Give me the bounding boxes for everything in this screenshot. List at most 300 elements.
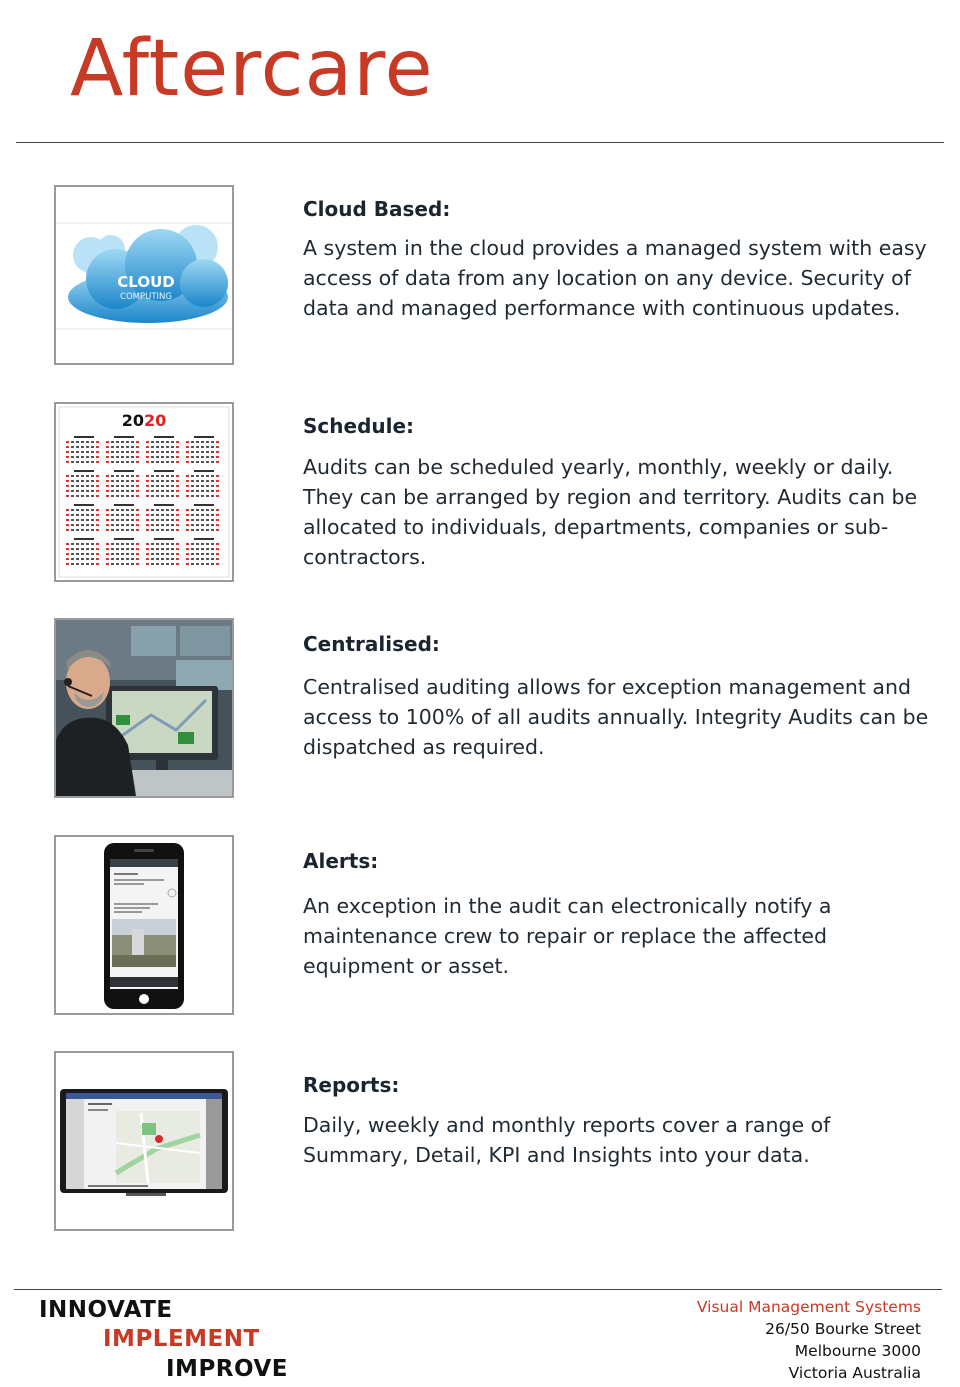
calendar-day <box>106 441 109 443</box>
calendar-day <box>151 461 154 463</box>
calendar-day <box>81 480 84 482</box>
calendar-day <box>201 553 204 555</box>
calendar-month-header <box>114 436 134 438</box>
calendar-day <box>96 519 99 521</box>
calendar-day <box>186 543 189 545</box>
calendar-day <box>131 446 134 448</box>
calendar-day <box>191 558 194 560</box>
calendar-day <box>121 495 124 497</box>
calendar-day <box>161 480 164 482</box>
calendar-day <box>111 475 114 477</box>
calendar-day <box>166 519 169 521</box>
header-divider <box>16 142 944 143</box>
calendar-day <box>206 514 209 516</box>
calendar-day <box>126 548 129 550</box>
calendar-day <box>91 529 94 531</box>
calendar-day <box>91 563 94 565</box>
calendar-day <box>111 519 114 521</box>
section-heading: Alerts: <box>303 849 379 873</box>
calendar-day <box>126 563 129 565</box>
calendar-day <box>136 519 139 521</box>
calendar-day <box>206 509 209 511</box>
calendar-day <box>136 558 139 560</box>
calendar-day <box>171 451 174 453</box>
page-title: Aftercare <box>70 24 434 114</box>
calendar-day <box>71 548 74 550</box>
calendar-day <box>216 563 219 565</box>
calendar-day <box>191 456 194 458</box>
calendar-day <box>196 446 199 448</box>
calendar-day <box>201 524 204 526</box>
calendar-day <box>161 543 164 545</box>
calendar-day <box>146 514 149 516</box>
calendar-day <box>176 441 179 443</box>
calendar-day <box>71 446 74 448</box>
calendar-day <box>86 529 89 531</box>
calendar-day <box>136 563 139 565</box>
calendar-day <box>191 524 194 526</box>
calendar-day <box>91 524 94 526</box>
calendar-day <box>71 519 74 521</box>
calendar-day <box>186 548 189 550</box>
calendar-day <box>131 461 134 463</box>
calendar-day <box>216 480 219 482</box>
calendar-day <box>206 553 209 555</box>
calendar-day <box>136 461 139 463</box>
calendar-day <box>106 558 109 560</box>
calendar-day <box>201 548 204 550</box>
calendar-day <box>146 441 149 443</box>
calendar-day <box>131 529 134 531</box>
calendar-day <box>96 548 99 550</box>
calendar-day <box>216 519 219 521</box>
calendar-day <box>91 543 94 545</box>
calendar-day <box>186 519 189 521</box>
calendar-day <box>121 461 124 463</box>
calendar-month-header <box>154 436 174 438</box>
calendar-day <box>86 490 89 492</box>
calendar-day <box>166 509 169 511</box>
calendar-day <box>106 456 109 458</box>
calendar-day <box>166 558 169 560</box>
calendar-day <box>91 480 94 482</box>
calendar-day <box>191 529 194 531</box>
calendar-day <box>106 485 109 487</box>
calendar-day <box>176 529 179 531</box>
calendar-day <box>131 563 134 565</box>
calendar-day <box>211 548 214 550</box>
calendar-day <box>91 475 94 477</box>
company-name: Visual Management Systems <box>696 1298 921 1316</box>
calendar-day <box>171 446 174 448</box>
calendar-day <box>146 451 149 453</box>
calendar-day <box>186 456 189 458</box>
calendar-day <box>71 461 74 463</box>
calendar-day <box>146 480 149 482</box>
calendar-day <box>71 490 74 492</box>
calendar-day <box>191 509 194 511</box>
calendar-day <box>131 490 134 492</box>
calendar-day <box>156 509 159 511</box>
calendar-day <box>81 456 84 458</box>
calendar-day <box>201 563 204 565</box>
calendar-day <box>211 524 214 526</box>
calendar-day <box>166 548 169 550</box>
calendar-month-header <box>154 538 174 540</box>
calendar-day <box>176 553 179 555</box>
calendar-day <box>106 451 109 453</box>
calendar-day <box>216 475 219 477</box>
calendar-day <box>151 558 154 560</box>
calendar-day <box>111 509 114 511</box>
calendar-day <box>156 480 159 482</box>
calendar-day <box>196 480 199 482</box>
calendar-day <box>106 480 109 482</box>
calendar-day <box>191 543 194 545</box>
calendar-month-header <box>74 436 94 438</box>
calendar-day <box>116 456 119 458</box>
calendar-day <box>166 553 169 555</box>
calendar-day <box>161 548 164 550</box>
calendar-day <box>171 456 174 458</box>
calendar-day <box>146 446 149 448</box>
calendar-day <box>76 480 79 482</box>
calendar-day <box>116 553 119 555</box>
calendar-day <box>106 553 109 555</box>
calendar-day <box>66 514 69 516</box>
calendar-day <box>81 514 84 516</box>
calendar-day <box>191 475 194 477</box>
calendar-day <box>81 529 84 531</box>
calendar-day <box>131 456 134 458</box>
calendar-day <box>176 456 179 458</box>
calendar-day <box>186 495 189 497</box>
calendar-day <box>156 451 159 453</box>
calendar-day <box>156 461 159 463</box>
calendar-day <box>186 446 189 448</box>
calendar-day <box>136 456 139 458</box>
calendar-day <box>81 553 84 555</box>
calendar-month-header <box>74 504 94 506</box>
section-heading: Centralised: <box>303 632 440 656</box>
calendar-day <box>126 558 129 560</box>
calendar-day <box>71 480 74 482</box>
calendar-day <box>191 563 194 565</box>
calendar-day <box>91 514 94 516</box>
calendar-day <box>106 475 109 477</box>
calendar-day <box>131 548 134 550</box>
calendar-day <box>91 441 94 443</box>
calendar-day <box>116 495 119 497</box>
calendar-day <box>211 480 214 482</box>
calendar-day <box>201 529 204 531</box>
calendar-day <box>126 524 129 526</box>
calendar-day <box>121 441 124 443</box>
calendar-day <box>216 514 219 516</box>
calendar-day <box>171 558 174 560</box>
calendar-day <box>161 529 164 531</box>
svg-text:COMPUTING: COMPUTING <box>120 292 172 302</box>
calendar-day <box>121 456 124 458</box>
calendar-day <box>91 495 94 497</box>
calendar-day <box>131 475 134 477</box>
calendar-day <box>106 446 109 448</box>
calendar-day <box>166 514 169 516</box>
calendar-day <box>211 514 214 516</box>
calendar-day <box>136 485 139 487</box>
calendar-day <box>111 461 114 463</box>
calendar-day <box>186 529 189 531</box>
calendar-day <box>171 480 174 482</box>
calendar-day <box>91 451 94 453</box>
calendar-day <box>86 446 89 448</box>
calendar-day <box>126 519 129 521</box>
calendar-day <box>86 441 89 443</box>
calendar-day <box>106 563 109 565</box>
address-street: 26/50 Bourke Street <box>765 1320 921 1338</box>
calendar-day <box>146 495 149 497</box>
calendar-day <box>126 514 129 516</box>
calendar-day <box>186 490 189 492</box>
calendar-day <box>96 524 99 526</box>
calendar-day <box>86 485 89 487</box>
calendar-day <box>76 475 79 477</box>
calendar-day <box>196 524 199 526</box>
calendar-day <box>191 490 194 492</box>
calendar-day <box>161 456 164 458</box>
calendar-day <box>76 441 79 443</box>
calendar-day <box>211 475 214 477</box>
calendar-day <box>156 446 159 448</box>
calendar-day <box>96 529 99 531</box>
calendar-day <box>121 480 124 482</box>
calendar-day <box>186 514 189 516</box>
calendar-day <box>161 514 164 516</box>
calendar-day <box>66 509 69 511</box>
calendar-day <box>206 495 209 497</box>
calendar-day <box>186 509 189 511</box>
calendar-day <box>166 485 169 487</box>
calendar-day <box>66 485 69 487</box>
calendar-month-header <box>74 538 94 540</box>
calendar-day <box>151 446 154 448</box>
calendar-day <box>106 524 109 526</box>
calendar-month-header <box>74 470 94 472</box>
calendar-day <box>196 461 199 463</box>
calendar-day <box>166 524 169 526</box>
calendar-day <box>161 558 164 560</box>
calendar-day <box>206 490 209 492</box>
slogan-innovate: INNOVATE <box>39 1297 173 1323</box>
calendar-day <box>126 451 129 453</box>
calendar-day <box>201 519 204 521</box>
calendar-day <box>91 519 94 521</box>
calendar-day <box>206 524 209 526</box>
calendar-day <box>171 543 174 545</box>
calendar-day <box>86 480 89 482</box>
calendar-day <box>121 563 124 565</box>
calendar-day <box>151 514 154 516</box>
calendar-day <box>66 446 69 448</box>
calendar-day <box>71 441 74 443</box>
calendar-day <box>206 543 209 545</box>
calendar-day <box>156 548 159 550</box>
calendar-day <box>126 461 129 463</box>
calendar-day <box>201 509 204 511</box>
calendar-day <box>116 480 119 482</box>
calendar-month-header <box>194 504 214 506</box>
calendar-month-header <box>154 504 174 506</box>
calendar-day <box>126 553 129 555</box>
calendar-day <box>211 451 214 453</box>
section-body: An exception in the audit can electronically notify a maintenance crew to repair or replace the affected equipment or asset. <box>303 894 832 978</box>
calendar-day <box>126 480 129 482</box>
calendar-day <box>151 509 154 511</box>
calendar-day <box>191 480 194 482</box>
calendar-day <box>91 558 94 560</box>
calendar-day <box>216 558 219 560</box>
calendar-day <box>131 524 134 526</box>
calendar-day <box>131 451 134 453</box>
calendar-day <box>136 441 139 443</box>
calendar-day <box>71 495 74 497</box>
section-heading: Schedule: <box>303 414 415 438</box>
calendar-day <box>121 490 124 492</box>
calendar-day <box>196 543 199 545</box>
calendar-day <box>206 451 209 453</box>
section-body: Daily, weekly and monthly reports cover a range of Summary, Detail, KPI and Insights into your data. <box>303 1113 831 1167</box>
calendar-day <box>176 461 179 463</box>
calendar-day <box>116 485 119 487</box>
section-schedule <box>0 402 960 582</box>
calendar-day <box>71 475 74 477</box>
calendar-day <box>196 475 199 477</box>
calendar-day <box>206 461 209 463</box>
calendar-day <box>196 441 199 443</box>
calendar-day <box>131 519 134 521</box>
calendar-day <box>136 509 139 511</box>
calendar-day <box>96 509 99 511</box>
calendar-day <box>91 553 94 555</box>
calendar-day <box>196 456 199 458</box>
calendar-day <box>151 524 154 526</box>
calendar-day <box>86 563 89 565</box>
calendar-day <box>96 485 99 487</box>
calendar-day <box>201 456 204 458</box>
calendar-day <box>161 524 164 526</box>
calendar-day <box>196 553 199 555</box>
calendar-day <box>66 563 69 565</box>
calendar-day <box>86 524 89 526</box>
calendar-day <box>121 475 124 477</box>
calendar-day <box>66 480 69 482</box>
control-room-photo <box>54 618 234 798</box>
calendar-day <box>86 543 89 545</box>
calendar-day <box>166 543 169 545</box>
calendar-day <box>86 553 89 555</box>
calendar-day <box>171 490 174 492</box>
calendar-day <box>166 451 169 453</box>
calendar-day <box>186 461 189 463</box>
calendar-day <box>216 456 219 458</box>
calendar-day <box>161 509 164 511</box>
calendar-day <box>96 558 99 560</box>
calendar-day <box>76 558 79 560</box>
calendar-day <box>196 509 199 511</box>
calendar-day <box>136 514 139 516</box>
calendar-day <box>66 529 69 531</box>
calendar-day <box>66 451 69 453</box>
calendar-day <box>111 529 114 531</box>
calendar-day <box>156 495 159 497</box>
calendar-day <box>121 485 124 487</box>
smartphone-icon <box>56 837 232 1013</box>
calendar-day <box>106 490 109 492</box>
calendar-month-header <box>194 538 214 540</box>
calendar-day <box>146 529 149 531</box>
calendar-day <box>96 553 99 555</box>
calendar-day <box>211 509 214 511</box>
calendar-day <box>171 514 174 516</box>
calendar-day <box>206 485 209 487</box>
section-body: Audits can be scheduled yearly, monthly, weekly or daily. They can be arranged by region and territory. Audits can be allocated to individuals, departments, companies or sub-contractors. <box>303 455 918 569</box>
calendar-day <box>81 475 84 477</box>
calendar-day <box>161 461 164 463</box>
calendar-day <box>171 495 174 497</box>
calendar-day <box>131 495 134 497</box>
calendar-day <box>216 495 219 497</box>
calendar-day <box>96 563 99 565</box>
calendar-day <box>106 543 109 545</box>
calendar-day <box>176 543 179 545</box>
calendar-day <box>81 543 84 545</box>
calendar-day <box>201 485 204 487</box>
calendar-day <box>126 490 129 492</box>
calendar-day <box>71 558 74 560</box>
address-city: Melbourne 3000 <box>794 1342 921 1360</box>
calendar-day <box>121 529 124 531</box>
calendar-day <box>71 514 74 516</box>
calendar-day <box>136 446 139 448</box>
calendar-day <box>166 495 169 497</box>
calendar-day <box>106 495 109 497</box>
calendar-day <box>211 519 214 521</box>
calendar-day <box>171 461 174 463</box>
calendar-day <box>186 524 189 526</box>
calendar-day <box>211 490 214 492</box>
calendar-day <box>111 524 114 526</box>
calendar-day <box>146 519 149 521</box>
calendar-day <box>136 548 139 550</box>
calendar-day <box>116 509 119 511</box>
cloud-icon <box>56 187 232 363</box>
calendar-icon <box>56 404 232 580</box>
calendar-day <box>81 524 84 526</box>
calendar-day <box>191 461 194 463</box>
calendar-day <box>96 456 99 458</box>
calendar-day <box>71 451 74 453</box>
calendar-day <box>176 446 179 448</box>
calendar-day <box>206 548 209 550</box>
calendar-day <box>151 451 154 453</box>
calendar-day <box>201 446 204 448</box>
calendar-day <box>81 446 84 448</box>
calendar-day <box>151 490 154 492</box>
calendar-day <box>131 485 134 487</box>
calendar-day <box>126 475 129 477</box>
calendar-day <box>136 495 139 497</box>
calendar-day <box>111 548 114 550</box>
